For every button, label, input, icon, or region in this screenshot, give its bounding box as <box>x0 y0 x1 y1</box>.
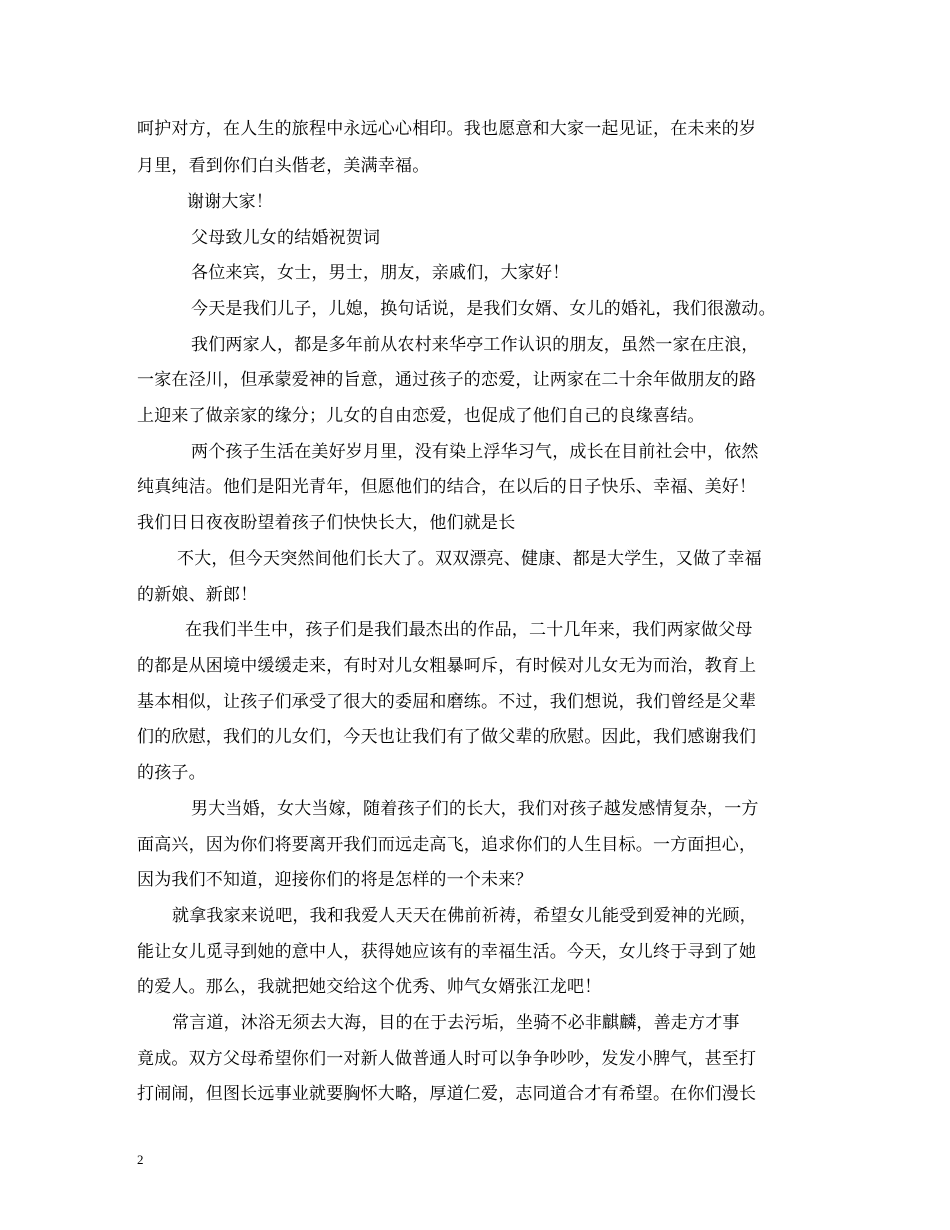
text-line: 呵护对方，在人生的旅程中永远心心相印。我也愿意和大家一起见证，在未来的岁 <box>137 119 757 139</box>
text-line: 上迎来了做亲家的缘分；儿女的自由恋爱，也促成了他们自己的良缘喜结。 <box>137 406 705 426</box>
text-line: 就拿我家来说吧，我和我爱人天天在佛前祈祷，希望女儿能受到爱神的光顾， <box>172 906 757 926</box>
heading: 父母致儿女的结婚祝贺词 <box>191 228 381 248</box>
text-line: 竟成。双方父母希望你们一对新人做普通人时可以争争吵吵，发发小脾气，甚至打 <box>137 1049 757 1069</box>
text-line: 各位来宾，女士，男士，朋友，亲戚们，大家好！ <box>191 263 570 283</box>
text-line: 基本相似，让孩子们承受了很大的委屈和磨练。不过，我们想说，我们曾经是父辈 <box>137 692 757 712</box>
text-line: 因为我们不知道，迎接你们的将是怎样的一个未来？ <box>137 870 533 890</box>
text-line: 纯真纯洁。他们是阳光青年，但愿他们的结合，在以后的日子快乐、幸福、美好！ <box>137 477 757 497</box>
text-line: 的新娘、新郎！ <box>137 585 258 605</box>
text-line: 谢谢大家！ <box>187 192 273 212</box>
text-line: 的爱人。那么，我就把她交给这个优秀、帅气女婿张江龙吧！ <box>137 977 602 997</box>
text-line: 今天是我们儿子，儿媳，换句话说，是我们女婿、女儿的婚礼，我们很激动。 <box>191 299 776 319</box>
text-line: 面高兴，因为你们将要离开我们而远走高飞，追求你们的人生目标。一方面担心， <box>137 835 757 855</box>
text-line: 我们日日夜夜盼望着孩子们快快长大，他们就是长 <box>137 513 516 533</box>
text-line: 两个孩子生活在美好岁月里，没有染上浮华习气，成长在目前社会中，依然 <box>191 442 759 462</box>
text-line: 男大当婚，女大当嫁，随着孩子们的长大，我们对孩子越发感情复杂，一方 <box>191 799 759 819</box>
text-line: 常言道，沐浴无须去大海，目的在于去污垢，坐骑不必非麒麟，善走方才事 <box>172 1013 740 1033</box>
text-line: 月里，看到你们白头偕老，美满幸福。 <box>137 156 430 176</box>
text-line: 一家在泾川，但承蒙爱神的旨意，通过孩子的恋爱，让两家在二十余年做朋友的路 <box>137 370 757 390</box>
text-line: 打闹闹，但图长远事业就要胸怀大略，厚道仁爱，志同道合才有希望。在你们漫长 <box>137 1084 757 1104</box>
text-line: 的都是从困境中缓缓走来，有时对儿女粗暴呵斥，有时候对儿女无为而治，教育上 <box>137 656 757 676</box>
text-line: 我们两家人，都是多年前从农村来华亭工作认识的朋友，虽然一家在庄浪， <box>191 335 759 355</box>
text-line: 们的欣慰，我们的儿女们，今天也让我们有了做父辈的欣慰。因此，我们感谢我们 <box>137 727 757 747</box>
text-line: 的孩子。 <box>137 763 206 783</box>
text-line: 不大，但今天突然间他们长大了。双双漂亮、健康、都是大学生，又做了幸福 <box>177 549 762 569</box>
text-line: 在我们半生中，孩子们是我们最杰出的作品，二十几年来，我们两家做父母 <box>185 620 753 640</box>
text-line: 能让女儿觅寻到她的意中人，获得她应该有的幸福生活。今天，女儿终于寻到了她 <box>137 942 757 962</box>
page-number: 2 <box>137 1152 144 1167</box>
